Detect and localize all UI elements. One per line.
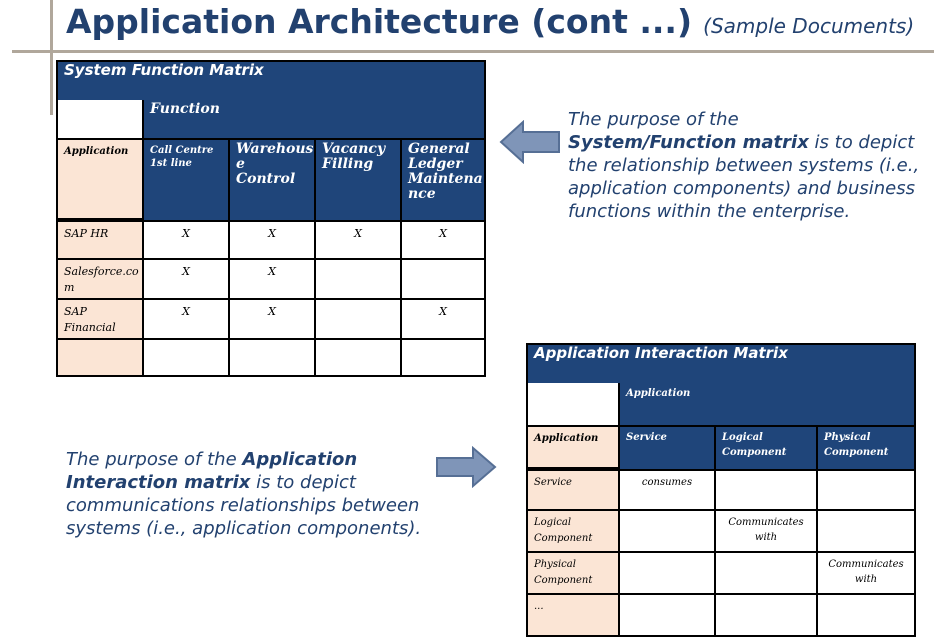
sfm-function-col-4: General Ledger Maintena nce [402,140,484,220]
sfm-corner-cell [58,100,144,140]
sfm-application-header: Application [58,140,144,220]
aim-row-label: Service [528,469,620,511]
sfm-cell: X [316,220,402,260]
sfm-cell: X [230,220,316,260]
aim-cell [716,553,818,595]
sfm-function-col-2: Warehous e Control [230,140,316,220]
aim-row-label: Physical Component [528,553,620,595]
sfd-text-2: is to depict the relationship between systems (i.e., application components) and business functions within the enterprise. [568,132,920,222]
sfm-cell: X [402,220,484,260]
aim-application-header: Application [620,383,914,427]
sfm-cell: X [144,220,230,260]
aim-cell [620,553,716,595]
aid-text-2: is to depict communications relationships between systems (i.e., application components). [66,472,422,539]
arrow-right-icon [435,446,497,488]
sfm-cell: X [144,300,230,340]
sfd-bold: System/Function matrix [568,132,809,153]
sfm-function-col-3: Vacancy Filling [316,140,402,220]
aim-cell [620,595,716,635]
sfd-text-1: The purpose of the [568,109,739,130]
decorative-vertical-rule [50,0,53,115]
slide-title-main: Application Architecture (cont ...) [66,2,693,41]
aim-col-header: Service [620,427,716,469]
aid-text-1: The purpose of the [66,449,243,470]
aim-cell [620,511,716,553]
aim-cell: consumes [620,469,716,511]
sfm-cell [144,340,230,375]
slide-title [66,2,914,41]
sfm-row-label: SAP Financial [58,300,144,340]
aim-cell [818,469,914,511]
sfm-cell: X [230,300,316,340]
sfm-cell [316,340,402,375]
sfm-cell: X [402,300,484,340]
sfm-row-label [58,340,144,375]
aim-col-header: Logical Component [716,427,818,469]
application-interaction-description [66,448,466,540]
aim-cell: Communicates with [818,553,914,595]
aim-cell [818,511,914,553]
sfm-cell: X [144,260,230,300]
aim-corner-label: Application [528,427,620,469]
sfm-cell [402,340,484,375]
aim-col-header: Physical Component [818,427,914,469]
aim-cell [716,469,818,511]
sfm-cell: X [230,260,316,300]
sfm-cell [316,260,402,300]
sfm-cell [402,260,484,300]
sfm-row-label: SAP HR [58,220,144,260]
aim-cell [818,595,914,635]
arrow-left-icon [499,120,561,164]
aim-cell [716,595,818,635]
aim-row-label: Logical Component [528,511,620,553]
sfm-row-label: Salesforce.co m [58,260,144,300]
sfm-function-header: Function [144,100,484,140]
sfm-function-col-1: Call Centre 1st line [144,140,230,220]
sfm-cell [316,300,402,340]
system-function-description [568,108,928,223]
aim-cell: Communicates with [716,511,818,553]
decorative-horizontal-rule [12,50,934,53]
sfm-cell [230,340,316,375]
aim-title: Application Interaction Matrix [528,345,914,383]
aid-bold: Application Interaction matrix [66,449,358,493]
system-function-matrix [56,60,486,377]
application-interaction-matrix [526,343,916,637]
slide-subtitle: (Sample Documents) [703,14,915,38]
sfm-title: System Function Matrix [58,62,484,100]
aim-row-label: ... [528,595,620,635]
aim-corner-cell [528,383,620,427]
